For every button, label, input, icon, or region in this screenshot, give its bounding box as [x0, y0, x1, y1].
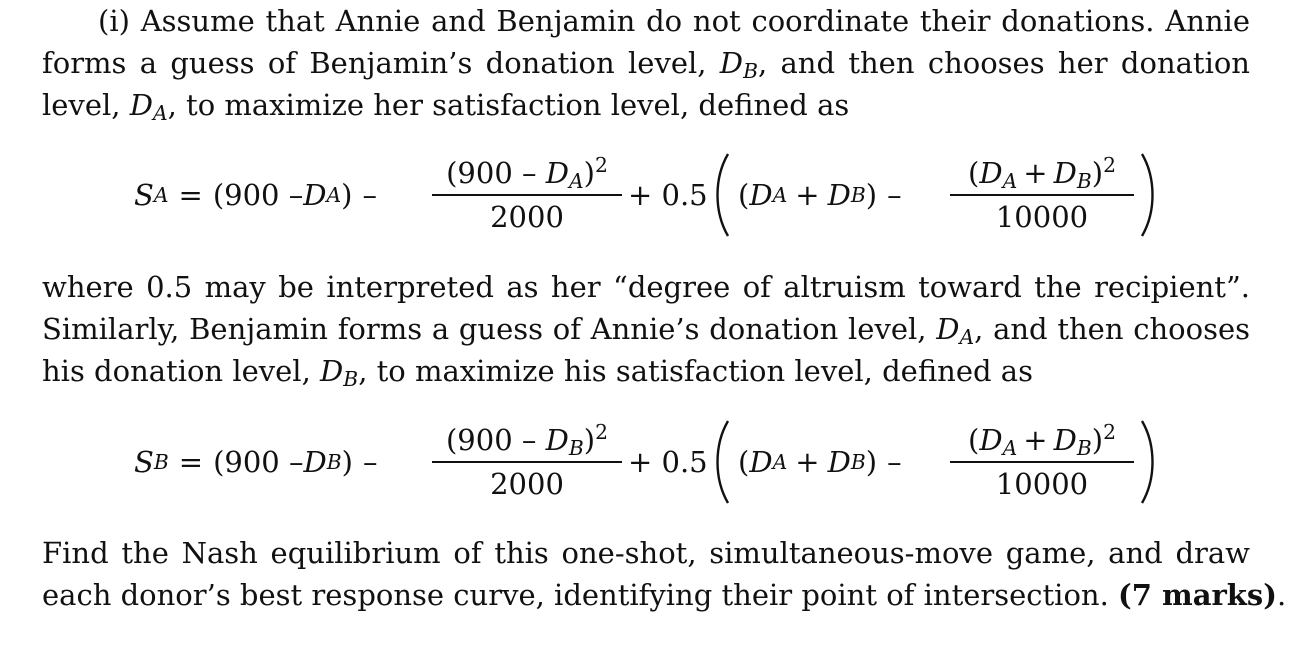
eq1-altruism-term: + 0.5 — [628, 178, 708, 212]
marks-label: (7 marks) — [1118, 578, 1277, 612]
eq1-sum-term: ( D A + D B ) – — [738, 178, 902, 212]
eq2-sum-term: ( D A + D B ) – — [738, 445, 902, 479]
benjamin-line-3: his donation level, $D_B$, to maximize his satisfaction level, defined as — [42, 354, 1033, 392]
benjamin-line-2: Similarly, Benjamin forms a guess of Annie’s donation level, $D_A$, and then chooses — [42, 312, 1250, 350]
equation-satisfaction-benjamin — [0, 417, 1304, 507]
eq1-lhs: S A = (900 – D A ) – — [134, 178, 377, 212]
intro-line-1: (i) Assume that Annie and Benjamin do not coordinate their donations. Annie — [98, 4, 1250, 38]
paragraph-benjamin — [42, 266, 1250, 392]
intro-line-2: forms a guess of Benjamin’s donation level, $D_B$, and then chooses her donation — [42, 46, 1250, 84]
eq2-altruism-term: + 0.5 — [628, 445, 708, 479]
task-line-1: Find the Nash equilibrium of this one-shot, simultaneous-move game, and draw — [42, 536, 1250, 570]
paragraph-intro — [42, 0, 1250, 126]
intro-line-3: level, $D_A$, to maximize her satisfaction level, defined as — [42, 88, 850, 126]
eq2-fraction-1: $(900 - D_B)^2$ 2000 — [432, 421, 622, 503]
eq2-fraction-2: $(D_A + D_B)^2$ 10000 — [950, 421, 1134, 503]
eq1-right-big-paren — [1138, 150, 1158, 240]
paragraph-task — [42, 532, 1287, 616]
eq2-right-big-paren — [1138, 417, 1158, 507]
eq2-left-big-paren — [712, 417, 732, 507]
eq1-fraction-1: $(900 - D_A)^2$ 2000 — [432, 154, 622, 236]
task-line-2: each donor’s best response curve, identifying their point of intersection. (7 marks). — [42, 578, 1287, 612]
eq2-lhs: S B = (900 – D B ) – — [134, 445, 378, 479]
benjamin-line-1: where 0.5 may be interpreted as her “degree of altruism toward the recipient”. — [42, 270, 1250, 304]
eq1-left-big-paren — [712, 150, 732, 240]
equation-satisfaction-annie — [0, 150, 1304, 240]
eq1-fraction-2: $(D_A + D_B)^2$ 10000 — [950, 154, 1134, 236]
